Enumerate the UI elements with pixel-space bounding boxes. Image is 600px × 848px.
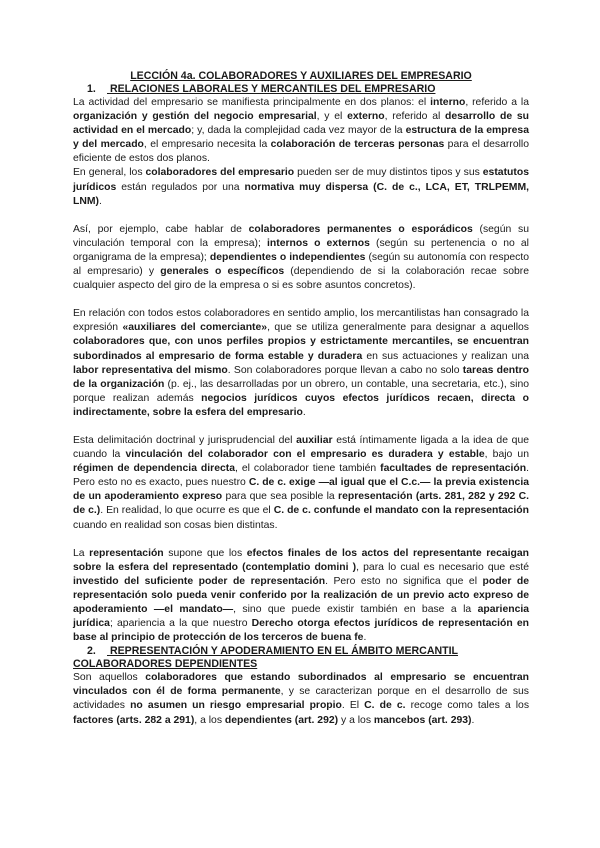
text-run: están regulados por una xyxy=(116,181,245,193)
bold-run: organización y gestión del negocio empresarial xyxy=(73,111,317,123)
bold-run: apariencia jurídica xyxy=(73,604,530,630)
bold-run: colaboradores que estando subordinados al empresario se encuentran vinculados con él de forma permanente xyxy=(73,672,529,698)
text-run: está íntimamente ligada a la idea de que cuando la xyxy=(73,434,530,461)
text-run: (dependiendo de si la colaboración recae sobre cualquier aspecto del giro de la empresa o si es sobre asuntos concretos). xyxy=(73,266,529,292)
text-run: , a los xyxy=(194,714,225,726)
bold-run: labor representativa del mismo xyxy=(73,364,228,376)
bold-run: colaboradores del empresario xyxy=(145,167,295,179)
text-run: (según su autonomía con respecto al empresario) y xyxy=(73,251,529,278)
text-run: . Pero esto no es exacto, pues nuestro xyxy=(73,463,529,489)
bold-run: colaboración de terceras personas xyxy=(270,139,445,151)
text-run: , y el xyxy=(316,111,348,123)
bold-run: representación (arts. 281, 282 y 292 C. de c.) xyxy=(73,491,529,517)
section-2-title: REPRESENTACIÓN Y APODERAMIENTO EN EL ÁMBITO MERCANTIL xyxy=(109,645,459,658)
paragraph xyxy=(73,223,529,293)
paragraph xyxy=(73,547,529,646)
text-run: , referido al xyxy=(384,111,446,123)
paragraph-gap xyxy=(73,420,529,434)
section-2-number: 2. xyxy=(87,645,96,658)
section-1-number: 1. xyxy=(87,83,96,95)
bold-run: investido del suficiente poder de representación xyxy=(73,575,326,587)
text-run: recoge como tales a los xyxy=(405,700,530,712)
text-run: , el empresario necesita la xyxy=(143,139,271,151)
bold-run: desarrollo de su actividad en el mercado xyxy=(73,111,529,137)
text-run: , y se caracterizan porque en el desarrollo de sus actividades xyxy=(73,686,529,712)
paragraph-gap xyxy=(73,533,529,547)
text-run: en sus actuaciones y realizan una xyxy=(362,350,530,362)
text-run: supone que los xyxy=(163,547,247,559)
text-run: , el colaborador tiene también xyxy=(235,463,381,475)
text-run: Así, por ejemplo, cabe hablar de xyxy=(73,223,249,235)
bold-run: régimen de dependencia directa xyxy=(73,463,236,475)
bold-run: estructura de la empresa y del mercado xyxy=(73,125,529,151)
bold-run: dependientes o independientes xyxy=(209,251,366,263)
document-page xyxy=(73,70,529,728)
lesson-title: LECCIÓN 4a. COLABORADORES Y AUXILIARES DEL EMPRESARIO xyxy=(130,70,472,82)
bold-run: interno xyxy=(430,97,466,108)
text-run: cuando en realidad son cosas bien distintas. xyxy=(73,519,278,531)
bold-run: mancebos (art. 293) xyxy=(373,714,472,726)
paragraph xyxy=(73,96,529,166)
bold-run: C. de c. exige —al igual que el C.c.— la previa existencia de un apoderamiento expreso xyxy=(73,477,529,503)
text-run: , bajo un xyxy=(484,449,529,461)
text-run: . Pero esto no significa que el xyxy=(325,575,483,587)
text-run: ; apariencia a la que nuestro xyxy=(109,618,252,630)
bold-run: colaboradores permanentes o esporádicos xyxy=(248,223,473,235)
paragraph xyxy=(73,671,529,727)
bold-run: factores (arts. 282 a 291) xyxy=(73,714,195,726)
text-run: , sino que puede existir también en base a la xyxy=(233,604,478,615)
bold-run: vinculación del colaborador con el empresario es duradera y estable xyxy=(125,449,485,461)
text-run: . El xyxy=(341,700,365,712)
section-2-heading xyxy=(73,645,529,658)
bold-run: estatutos jurídicos xyxy=(73,167,529,193)
text-run: . xyxy=(471,714,475,726)
text-run: (según su pertenencia o no al organigrama de la empresa); xyxy=(73,237,529,263)
bold-run: C. de c. confunde el mandato con la representación xyxy=(273,505,529,517)
bold-run: «auxiliares del comerciante» xyxy=(122,322,268,334)
text-run: y a los xyxy=(338,714,374,726)
bold-run: generales o específicos xyxy=(160,266,285,278)
bold-run: C. de c. xyxy=(364,700,406,712)
paragraph xyxy=(73,434,529,533)
section-1-heading xyxy=(73,83,529,96)
paragraph xyxy=(73,307,529,420)
text-run: (p. ej., las desarrolladas por un obrero, un contable, una secretaria, etc.), sino porque realizan además xyxy=(73,378,529,404)
bold-run: tareas dentro de la organización xyxy=(73,364,530,390)
text-run: , para lo cual es necesario que esté xyxy=(356,561,529,573)
bold-run: dependientes (art. 292) xyxy=(224,714,339,726)
text-run: Son aquellos xyxy=(73,672,146,684)
text-run: . xyxy=(98,195,102,207)
text-run: . En realidad, lo que ocurre es que el xyxy=(100,505,274,517)
bold-run: poder de representación solo pueda venir conferido por la realización de un previo acto expreso de apoderamiento —el mandato— xyxy=(73,575,529,615)
text-run: . xyxy=(363,632,367,644)
text-run: ; y, dada la complejidad cada vez mayor de la xyxy=(191,125,406,137)
bold-run: negocios jurídicos cuyos efectos jurídicos recaen, directa o indirectamente, sobre la esfera del empresario xyxy=(73,392,530,418)
bold-run: facultades de representación xyxy=(380,463,527,475)
bold-run: representación xyxy=(89,547,164,559)
paragraph xyxy=(73,166,529,208)
bold-run: auxiliar xyxy=(296,434,333,446)
bold-run: colaboradores que, con unos perfiles propios y estrictamente mercantiles, se encuentran subordinados al empresario de forma estable y duradera xyxy=(73,336,529,362)
text-run: , referido a la xyxy=(465,97,529,108)
text-run: Esta delimitación doctrinal y jurisprudencial del xyxy=(73,434,297,446)
text-run: , que se utiliza generalmente para designar a aquellos xyxy=(267,322,529,334)
bold-run: Derecho otorga efectos jurídicos de representación en base al principio de protección de los terceros de buena fe xyxy=(73,618,530,644)
text-run: La xyxy=(73,547,90,559)
section-2-subtitle: COLABORADORES DEPENDIENTES xyxy=(73,658,258,671)
text-run: para el desarrollo eficiente de estos dos planos. xyxy=(73,139,529,165)
paragraph-gap xyxy=(73,209,529,223)
bold-run: internos o externos xyxy=(267,237,370,249)
bold-run: efectos finales de los actos del representante recaigan sobre la esfera del representado (contemplatio domini ) xyxy=(73,547,529,573)
text-run: En relación con todos estos colaboradores en sentido amplio, los mercantilistas han consagrado la expresión xyxy=(73,308,529,334)
paragraph-gap xyxy=(73,293,529,307)
section-1-title: RELACIONES LABORALES Y MERCANTILES DEL EMPRESARIO xyxy=(109,83,436,95)
text-run: La actividad del empresario se manifiesta principalmente en dos planos: el xyxy=(73,97,431,108)
text-run: En general, los xyxy=(73,167,146,179)
bold-run: no asumen un riesgo empresarial propio xyxy=(130,700,342,712)
text-run: pueden ser de muy distintos tipos y sus xyxy=(294,167,483,179)
text-run: . xyxy=(302,406,306,418)
bold-run: externo xyxy=(347,111,385,123)
text-run: (según su vinculación temporal con la empresa); xyxy=(73,223,529,249)
text-run: . Son colaboradores porque llevan a cabo no solo xyxy=(227,364,463,376)
bold-run: normativa muy dispersa (C. de c., LCA, ET, TRLPEMM, LNM) xyxy=(73,181,530,207)
text-run: para que sea posible la xyxy=(222,491,339,503)
